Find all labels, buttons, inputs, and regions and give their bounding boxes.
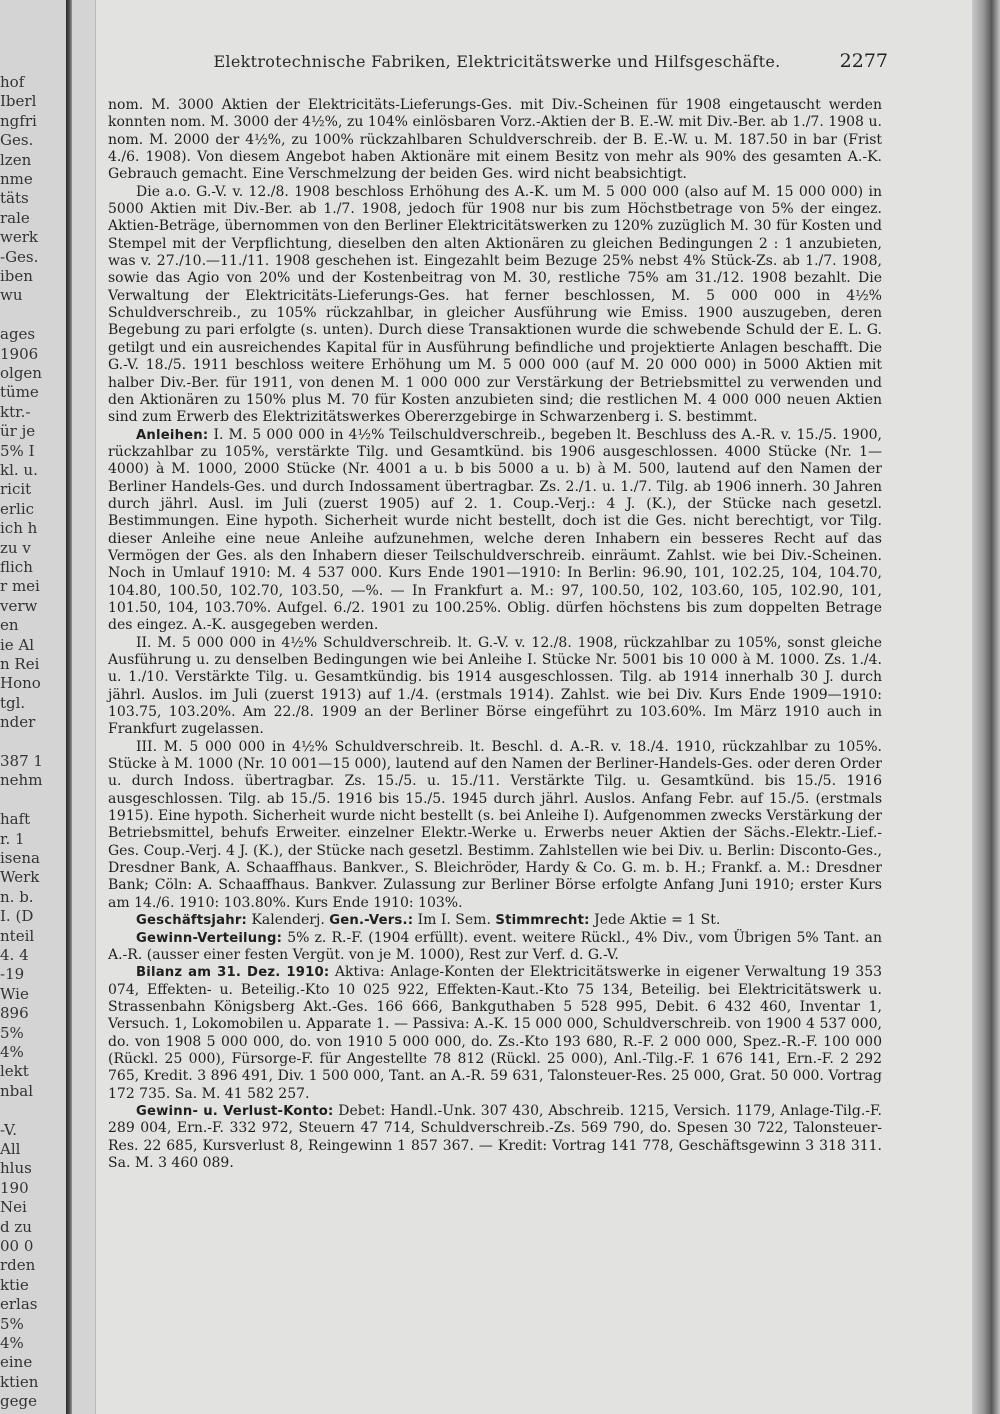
facing-page-fragment: 4% xyxy=(0,1334,24,1352)
right-page-edge xyxy=(972,0,1000,1414)
facing-page-fragment: 4% xyxy=(0,1043,24,1061)
paragraph-text: III. M. 5 000 000 in 4½% Schuldverschreib. lt. Beschl. d. A.-R. v. 18./4. 1910, rückzahlbar zu 105%. Stücke à M. 1000 (Nr. 10 001—15 000), lautend auf den Namen der Berliner-Handels-Ges. oder deren Order u. durch Indoss. übertragbar. Zs. 15./5. u. 15./11. Verstärkte Tilg. u. Gesamtkünd. bis 15./5. 1916 ausgeschlossen. Tilg. ab 15./5. 1916 bis 15./5. 1945 durch jährl. Auslos. Anfang Febr. auf 15./5. (erstmals 1915). Eine hypoth. Sicherheit wurde nicht bestellt (s. bei Anleihe I). Aufgenommen zwecks Verstärkung der Betriebsmittel, behufs Erweiter. einzelner Elektr.-Werke u. Erwerbs neuer Aktien der Sächs.-Elektr.-Lief.-Ges. Coup.-Verj. 4 J. (K.), der Stücke nach gesetzl. Bestimm. Zahlstellen wie bei Div. u. Berlin: Disconto-Ges., Dresdner Bank, A. Schaaffhaus. Bankver., S. Bleichröder, Hardy & Co. G. m. b. H.; Frankf. a. M.: Dresdner Bank; Cöln: A. Schaaffhaus. Bankver. Zulassung zur Berliner Börse erfolgte Anfang Juni 1910; erster Kurs am 14./6. 1910: 103.80%. Kurs Ende 1910: 103%. xyxy=(108,738,882,911)
paragraph-anleihe-3 xyxy=(108,739,882,912)
facing-page-fragment: tgl. xyxy=(0,693,26,712)
facing-page-fragment: -19 xyxy=(0,965,25,984)
section-label: Stimmrecht: xyxy=(495,913,590,929)
paragraph-anleihen xyxy=(108,427,882,635)
facing-page-fragment: 896 xyxy=(0,1004,29,1023)
facing-page-fragment: 4. 4 xyxy=(0,946,29,964)
facing-page-fragment: ktien xyxy=(0,1372,39,1391)
running-header xyxy=(106,52,888,80)
facing-page-fragment: nteil xyxy=(0,926,35,945)
facing-page-fragment: olgen xyxy=(0,364,42,382)
facing-page-fragment: 190 xyxy=(0,1178,29,1197)
facing-page-fragment: täts xyxy=(0,189,29,208)
facing-page-fragment: 00 0 xyxy=(0,1237,34,1255)
facing-page-fragment: en xyxy=(0,616,19,635)
facing-page-fragment: 5% xyxy=(0,1314,24,1333)
facing-page-fragment: rale xyxy=(0,208,30,227)
facing-page-fragment: d zu xyxy=(0,1217,32,1236)
facing-page-fragment: iben xyxy=(0,267,33,285)
facing-page-fragment: ages xyxy=(0,325,36,344)
paragraph-text: Im I. Sem. xyxy=(413,912,496,929)
facing-page-fragment: isena xyxy=(0,849,40,867)
section-label: Anleihen: xyxy=(136,427,209,443)
paragraph-text: I. M. 5 000 000 in 4½% Teilschuldverschreib., begeben lt. Beschluss des A.-R. v. 15./5. 1900, rückzahlbar zu 105%, verstärkte Tilg. und Gesamtkünd. bis 1906 ausgeschlossen. 4000 Stücke (Nr. 1—4000) à M. 1000, 2000 Stücke (Nr. 4001 a u. b bis 5000 a u. b) à M. 500, lautend auf den Namen der Berliner Handels-Ges. und durch Indossament übertragbar. Zs. 2./1. u. 1./7. Tilg. ab 1906 innerh. 30 Jahren durch jährl. Ausl. im Juli (zuerst 1905) auf 2. 1. Coup.-Verj.: 4 J. (K.), der Stücke nach gesetzl. Bestimmungen. Eine hypoth. Sicherheit wurde nicht bestellt, doch ist die Ges. nicht berechtigt, vor Tilg. dieser Anleihe eine neue Anleihe aufzunehmen, welche deren Inhabern ein besseres Recht auf das Vermögen der Ges. als den Inhabern dieser Teilschuldverschreib. einräumt. Zahlst. wie bei Div.-Scheinen. Noch in Umlauf 1910: M. 4 537 000. Kurs Ende 1901—1910: In Berlin: 96.90, 101, 102.25, 104, 104.70, 104.80, 100.50, 102.70, 103.50, —%. — In Frankfurt a. M.: 97, 100.50, 102, 103.60, 105, 102.90, 101, 101.50, 104, 103.70%. Aufgel. 6./2. 1901 zu 100.25%. Oblig. dürfen höchstens bis zum doppelten Betrage des eingez. A.-K. ausgegeben werden. xyxy=(108,426,882,634)
facing-page-fragment: verw xyxy=(0,596,38,615)
paragraph-text: 5% z. R.-F. (1904 erfüllt). event. weitere Rückl., 4% Div., vom Übrigen 5% Tant. an A.-R. (ausser einer festen Vergüt. von je M. 1000), Rest zur Verf. d. G.-V. xyxy=(108,929,882,963)
facing-page-fragment: ktie xyxy=(0,1275,29,1294)
section-label: Gewinn- u. Verlust-Konto: xyxy=(136,1103,334,1119)
facing-page-fragment: Werk xyxy=(0,868,40,887)
facing-page-fragment: 387 1 xyxy=(0,752,43,770)
facing-page-fragment: nbal xyxy=(0,1081,34,1100)
facing-page-fragment: 1906 xyxy=(0,344,39,363)
facing-page-fragment: lekt xyxy=(0,1062,29,1081)
facing-page-fragment: flich xyxy=(0,558,33,576)
facing-page-fragment: Nei xyxy=(0,1198,27,1217)
facing-page-fragment: haft xyxy=(0,810,31,829)
paragraph-text: Die a.o. G.-V. v. 12./8. 1908 beschloss Erhöhung des A.-K. um M. 5 000 000 (also auf M. 15 000 000) in 5000 Aktien mit Div.-Ber. ab 1./7. 1908, jedoch für 1908 nur bis zum Höchstbetrage von 5% der eingez. Aktien-Beträge, übernommen von den Berliner Elektricitätswerken zu 120% zuzüglich M. 30 für Kosten und Stempel mit der Verpflichtung, dieselben den alten Aktionären zu gleichen Bedingungen 2 : 1 anzubieten, was v. 27./10.—11./11. 1908 geschehen ist. Eingezahlt beim Bezuge 25% nebst 4% Stück-Zs. ab 1./7. 1908, sowie das Agio von 20% und der Kostenbeitrag von M. 30, restliche 75% am 31./12. 1908 bezahlt. Die Verwaltung der Elektricitäts-Lieferungs-Ges. hat ferner beschlossen, M. 5 000 000 in 4½% Schuldverschreib., zu 105% rückzahlbar, in gleicher Ausführung wie Emiss. 1900 auszugeben, deren Begebung zu pari erfolgte (s. unten). Durch diese Transaktionen wurde die schwebende Schuld der E. L. G. getilgt und ein ausreichendes Kapital für in Ausführung befindliche und projektierte Anlagen beschafft. Die G.-V. 18./5. 1911 beschloss weitere Erhöhung um M. 5 000 000 (auf M. 20 000 000) in 5000 Aktien mit halber Div.-Ber. für 1911, von denen M. 1 000 000 zur Verstärkung der Betriebsmittel zu verwenden und den Aktionären zu 150% plus M. 70 für Kosten anzubieten sind; die restlichen M. 4 000 000 neuen Aktien sind zum Erwerb des Elektrizitätswerkes Obererzgebirge in Schwarzenberg i. S. bestimmt. xyxy=(108,183,882,426)
facing-page-fragment: wu xyxy=(0,286,23,305)
facing-page-fragment: 5% I xyxy=(0,441,35,460)
facing-page-fragment: n Rei xyxy=(0,655,40,673)
paragraph-text: Jede Aktie = 1 St. xyxy=(589,912,721,929)
facing-page-fragment: hof xyxy=(0,73,25,91)
facing-page-fragment: lzen xyxy=(0,150,32,169)
paragraph-capital-increase xyxy=(108,184,882,427)
header-title: Elektrotechnische Fabriken, Elektricitätswerke und Hilfsgeschäfte. xyxy=(213,52,781,71)
section-label: Geschäftsjahr: xyxy=(136,913,247,929)
section-label: Gewinn-Verteilung: xyxy=(136,930,283,946)
facing-page-fragment: ktr.- xyxy=(0,402,31,421)
paragraph-facts xyxy=(108,912,882,929)
facing-page-fragment: -Ges. xyxy=(0,247,39,266)
facing-page-fragment: erlas xyxy=(0,1295,38,1314)
facing-page-fragment: ricit xyxy=(0,480,32,499)
paragraph-text: Kalenderj. xyxy=(247,912,330,929)
facing-page-fragment: I. (D xyxy=(0,907,34,926)
facing-page-fragment: 5% xyxy=(0,1023,24,1042)
facing-page-fragment: tüme xyxy=(0,383,39,402)
facing-page-fragment: ich h xyxy=(0,519,38,538)
book-binding xyxy=(66,0,72,1414)
facing-page-fragment: ür je xyxy=(0,422,36,441)
paragraph-text: II. M. 5 000 000 in 4½% Schuldverschreib. lt. G.-V. v. 12./8. 1908, rückzahlbar zu 105%, sonst gleiche Ausführung u. zu denselben Bedingungen wie bei Anleihe I. Stücke Nr. 5001 bis 10 000 à M. 1000. Zs. 1./4. u. 1./10. Verstärkte Tilg. u. Gesamtkündig. bis 1914 ausgeschlossen. Tilg. ab 1914 innerhalb 30 J. durch jährl. Auslos. im Juli (zuerst 1913) auf 1./4. (erstmals 1914). Zahlst. wie bei Div. Kurs Ende 1909—1910: 103.75, 103.20%. Am 22./8. 1909 an der Berliner Börse eingeführt zu 103.60%. Im März 1910 auch in Frankfurt zugelassen. xyxy=(108,634,882,738)
facing-page-fragment: nder xyxy=(0,713,36,732)
facing-page-fragment: nme xyxy=(0,170,33,188)
section-label: Gen.-Vers.: xyxy=(329,913,414,929)
facing-page-fragment: nehm xyxy=(0,771,43,790)
facing-page-fragment: Iberl xyxy=(0,92,37,111)
page-number: 2277 xyxy=(839,50,888,72)
section-label: Bilanz am 31. Dez. 1910: xyxy=(136,965,330,981)
left-page-margin xyxy=(0,0,96,1414)
paragraph-continuation xyxy=(108,97,882,184)
paragraph-gewinn-verlust xyxy=(108,1103,882,1172)
paragraph-bilanz xyxy=(108,964,882,1103)
facing-page-fragment: zu v xyxy=(0,538,31,557)
facing-page-fragment: ngfri xyxy=(0,111,37,130)
paragraph-text: nom. M. 3000 Aktien der Elektricitäts-Lieferungs-Ges. mit Div.-Scheinen für 1908 eingetauscht werden konnten nom. M. 3000 der 4½%, zu 104% einlösbaren Vorz.-Aktien der B. E.-W. mit Div.-Ber. ab 1./7. 1908 u. nom. M. 2000 der 4½%, zu 100% rückzahlbaren Schuldverschreib. der B. E.-W. u. M. 187.50 in bar (Frist 4./6. 1908). Von diesem Angebot haben Aktionäre mit einem Besitz von mehr als 90% des gesamten A.-K. Gebrauch gemacht. Eine Verschmelzung der beiden Ges. wird nicht beabsichtigt. xyxy=(108,97,882,183)
facing-page-fragment: r mei xyxy=(0,577,40,596)
facing-page-fragment: Wie xyxy=(0,984,29,1003)
facing-page-fragment: rden xyxy=(0,1256,36,1275)
facing-page-fragment: Hono xyxy=(0,674,41,693)
paragraph-text: Aktiva: Anlage-Konten der Elektricitätswerke in eigener Verwaltung 19 353 074, Effekten- u. Beteilig.-Kto 10 025 922, Effekten-Kaut.-Kto 75 134, Beteilig. bei Elektricitätswerk u. Strassenbahn Königsberg Akt.-Ges. 166 666, Bankguthaben 5 528 995, Debit. 6 432 460, Inventar 1, Versuch. 1, Lokomobilen u. Apparate 1. — Passiva: A.-K. 15 000 000, Schuldverschreib. von 1900 4 537 000, do. von 1908 5 000 000, do. von 1910 5 000 000, do. Zs.-Kto 193 680, R.-F. 2 000 000, Spez.-R.-F. 100 000 (Rückl. 25 000), Fürsorge-F. für Angestellte 78 812 (Rückl. 25 000), Anl.-Tilg.-F. 1 676 141, Ern.-F. 2 292 765, Kredit. 3 896 491, Div. 1 500 000, Tant. an A.-R. 59 631, Talonsteuer-Res. 25 000, Grat. 50 000. Vortrag 172 735. Sa. M. 41 582 257. xyxy=(108,964,883,1102)
facing-page-fragment: kl. u. xyxy=(0,461,38,479)
paragraph-anleihe-2 xyxy=(108,635,882,739)
paragraph-gewinn-verteilung xyxy=(108,930,882,965)
facing-page-fragment: werk xyxy=(0,228,38,247)
facing-page-fragment: eine xyxy=(0,1353,33,1372)
facing-page-fragment: n. b. xyxy=(0,887,34,906)
facing-page-fragment: Ges. xyxy=(0,131,34,150)
facing-page-fragment: erlic xyxy=(0,499,35,518)
facing-page-fragment: All xyxy=(0,1140,21,1158)
facing-page-fragment: gege xyxy=(0,1392,37,1411)
facing-page-fragment: ie Al xyxy=(0,635,35,654)
page-content xyxy=(108,97,882,1172)
facing-page-fragment: hlus xyxy=(0,1159,32,1178)
paragraph-text: Debet: Handl.-Unk. 307 430, Abschreib. 1215, Versich. 1179, Anlage-Tilg.-F. 289 004, Ern.-F. 332 972, Steuern 47 714, Schuldverschreib.-Zs. 569 790, do. Spesen 30 722, Talonsteuer-Res. 22 685, Kursverlust 8, Reingewinn 1 857 367. — Kredit: Vortrag 141 778, Geschäftsgewinn 3 318 311. Sa. M. 3 460 089. xyxy=(108,1102,883,1171)
facing-page-fragment: r. 1 xyxy=(0,829,25,848)
facing-page-fragment: -V. xyxy=(0,1120,17,1139)
